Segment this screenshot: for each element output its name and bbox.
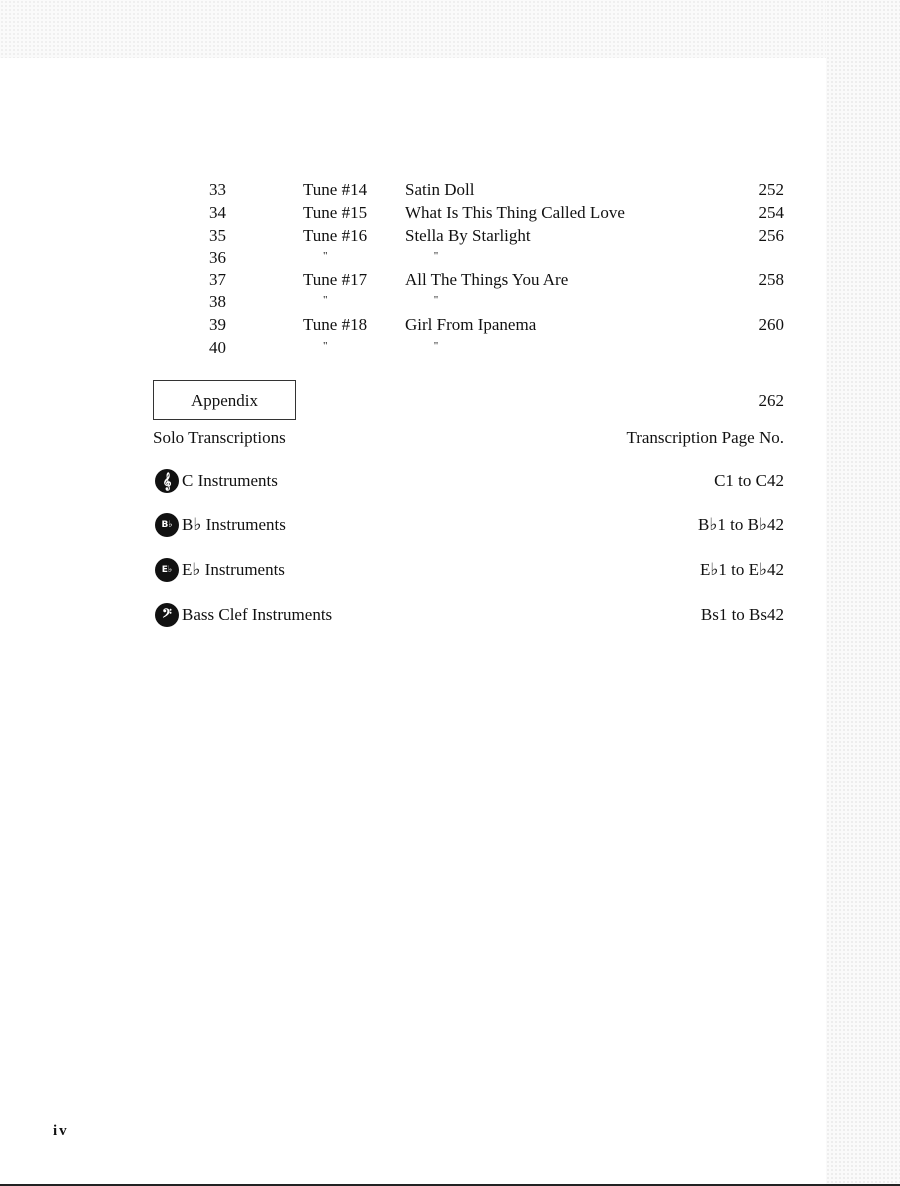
bass-clef-icon: 𝄢 (155, 603, 179, 627)
instrument-label: C Instruments (182, 471, 278, 490)
tune-title: Girl From Ipanema (405, 315, 537, 334)
solo-transcriptions-heading: Solo Transcriptions (153, 428, 286, 447)
instrument-row-bflat (155, 513, 286, 537)
track-number: 34 (209, 203, 226, 222)
b-flat-icon: B♭ (155, 513, 179, 537)
instrument-range: Bs1 to Bs42 (700, 605, 784, 624)
tune-title: What Is This Thing Called Love (405, 203, 625, 222)
ditto-mark: " (323, 250, 328, 262)
instrument-row-eflat (155, 558, 285, 582)
tune-title: Stella By Starlight (405, 226, 531, 245)
ditto-mark: " (433, 340, 439, 352)
instrument-range: E♭1 to E♭42 (699, 560, 784, 579)
track-number: 40 (209, 338, 226, 357)
toc-row (0, 292, 900, 314)
ditto-mark: " (433, 294, 439, 306)
instrument-row-bass (155, 603, 332, 627)
instrument-label: Bass Clef Instruments (182, 605, 333, 624)
instrument-label: E♭ Instruments (182, 560, 285, 579)
page-border-top (0, 0, 826, 58)
tune-title: All The Things You Are (405, 270, 569, 289)
treble-clef-icon: 𝄞 (155, 469, 179, 493)
instrument-row-c (155, 469, 278, 493)
page-number: 252 (758, 180, 784, 199)
appendix-page: 262 (758, 391, 784, 410)
tune-number: Tune #17 (303, 270, 368, 289)
appendix-heading: Appendix (153, 380, 296, 420)
page-number: 256 (758, 226, 784, 245)
tune-title: Satin Doll (405, 180, 475, 199)
toc-row (0, 248, 900, 270)
tune-number: Tune #18 (303, 315, 368, 334)
tune-number: Tune #16 (303, 226, 368, 245)
track-number: 37 (209, 270, 226, 289)
track-number: 39 (209, 315, 226, 334)
folio-page-number: iv (53, 1123, 69, 1139)
track-number: 36 (209, 248, 226, 267)
instrument-label: B♭ Instruments (182, 515, 286, 534)
track-number: 35 (209, 226, 226, 245)
page-number: 258 (758, 270, 784, 289)
tune-number: Tune #14 (303, 180, 368, 199)
ditto-mark: " (433, 250, 439, 262)
ditto-mark: " (323, 294, 328, 306)
ditto-mark: " (323, 340, 328, 352)
toc-row (0, 338, 900, 360)
instrument-range: B♭1 to B♭42 (698, 515, 784, 534)
transcription-page-header: Transcription Page No. (626, 428, 784, 447)
page-number: 260 (758, 315, 784, 334)
instrument-range: C1 to C42 (714, 471, 784, 490)
tune-number: Tune #15 (303, 203, 368, 222)
track-number: 33 (209, 180, 226, 199)
e-flat-icon: E♭ (155, 558, 179, 582)
track-number: 38 (209, 292, 226, 311)
page-border-right (826, 0, 900, 1186)
page-number: 254 (758, 203, 784, 222)
